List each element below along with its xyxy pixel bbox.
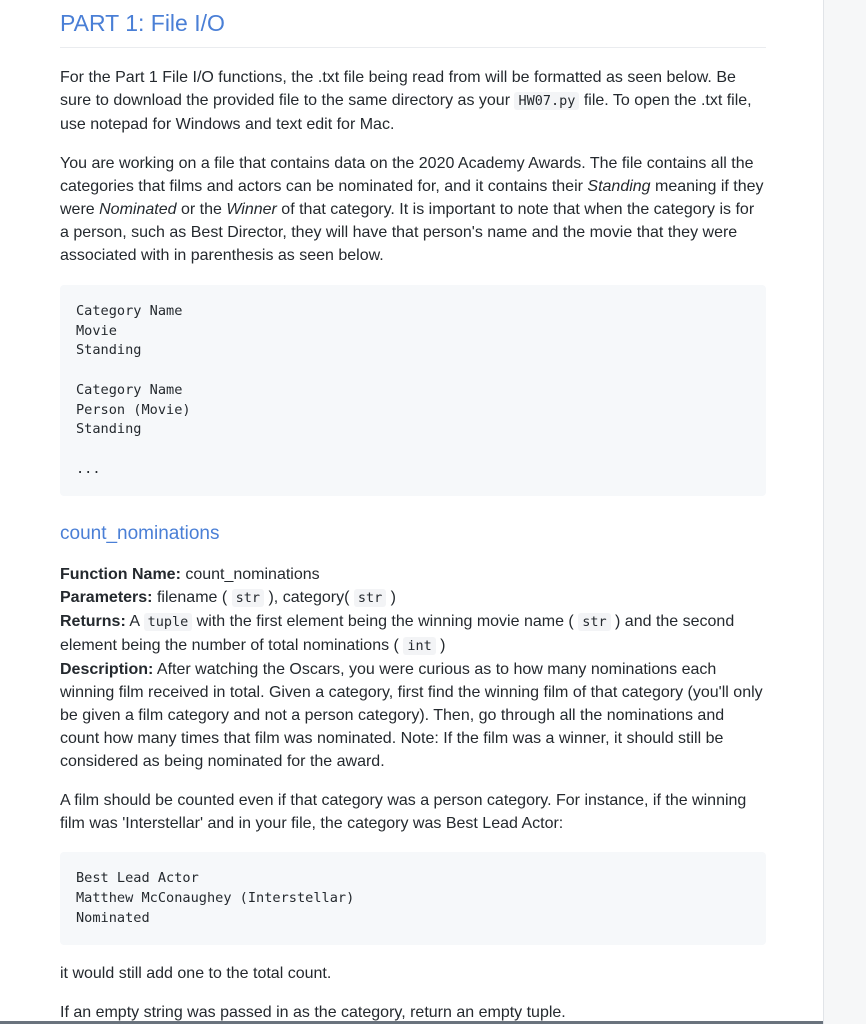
parameters-text-b: ), category( bbox=[264, 589, 354, 607]
function-name-value: count_nominations bbox=[180, 566, 320, 584]
intro-p2-text-a: You are working on a file that contains data on the 2020 Academy Awards. The file contains all the categories that films and actors can be nominated for, and it contains their bbox=[60, 155, 754, 195]
inline-code-str-3: str bbox=[578, 613, 610, 631]
inline-code-filename: HW07.py bbox=[514, 92, 579, 110]
function-name-label: Function Name: bbox=[60, 566, 181, 584]
description-line bbox=[60, 658, 766, 773]
emphasis-winner: Winner bbox=[226, 201, 277, 218]
person-category-paragraph: A film should be counted even if that category was a person category. For instance, if the winning film was 'Interstellar' and in your file, the category was Best Lead Actor: bbox=[60, 792, 747, 833]
inline-code-int: int bbox=[403, 637, 435, 655]
returns-text-c: ) and the second element being the number of total nominations ( bbox=[60, 613, 735, 655]
description-text: After watching the Oscars, you were curious as to how many nominations each winning film received in total. Given a category, first find the winning film of that category (you'll only be given a film category and not a person category). Then, go through all the nominations and count how many times that film was nominated. Note: If the film was a winner, it should still be considered as being nominated for the award. bbox=[60, 661, 763, 771]
emphasis-nominated: Nominated bbox=[99, 201, 177, 218]
document-content bbox=[60, 0, 766, 1024]
intro-paragraph-2 bbox=[60, 152, 766, 267]
intro-p2-text-d: of that category. It is important to note that when the category is for a person, such as Best Director, they will have that person's name and the movie that they were associated with in parenthesis as seen below. bbox=[60, 201, 755, 264]
parameters-text-a: filename ( bbox=[152, 589, 232, 607]
returns-text-d: ) bbox=[435, 637, 446, 655]
page-title: PART 1: File I/O bbox=[60, 0, 766, 48]
emphasis-standing: Standing bbox=[587, 178, 651, 195]
returns-label: Returns: bbox=[60, 613, 126, 631]
inline-code-str-1: str bbox=[232, 589, 264, 607]
returns-line bbox=[60, 610, 766, 658]
function-name-line bbox=[60, 563, 766, 586]
intro-p1-text-b: file. To open the .txt file, use notepad for Windows and text edit for Mac. bbox=[60, 92, 752, 133]
function-spec bbox=[60, 563, 766, 773]
intro-p1-text-a: For the Part 1 File I/O functions, the .txt file being read from will be formatted as seen below. Be sure to download the provided file to the same directory as your bbox=[60, 69, 736, 109]
example-code-block: Best Lead Actor Matthew McConaughey (Interstellar) Nominated bbox=[60, 852, 766, 945]
parameters-line bbox=[60, 586, 766, 610]
function-heading: count_nominations bbox=[60, 523, 220, 545]
inline-code-str-2: str bbox=[354, 589, 386, 607]
add-count-paragraph: it would still add one to the total count. bbox=[60, 965, 332, 983]
parameters-text-c: ) bbox=[386, 589, 397, 607]
right-side-panel bbox=[823, 0, 866, 1024]
description-label: Description: bbox=[60, 661, 154, 679]
returns-text-a: A bbox=[125, 613, 144, 631]
intro-p2-text-c: or the bbox=[176, 201, 227, 218]
file-format-code-block: Category Name Movie Standing Category Name Person (Movie) Standing ... bbox=[60, 285, 766, 496]
returns-text-b: with the first element being the winning movie name ( bbox=[192, 613, 579, 631]
intro-paragraph-1 bbox=[60, 66, 766, 136]
empty-string-paragraph: If an empty string was passed in as the category, return an empty tuple. bbox=[60, 1004, 566, 1022]
inline-code-tuple: tuple bbox=[144, 613, 193, 631]
parameters-label: Parameters: bbox=[60, 589, 153, 607]
intro-p2-text-b: meaning if they were bbox=[60, 178, 764, 218]
